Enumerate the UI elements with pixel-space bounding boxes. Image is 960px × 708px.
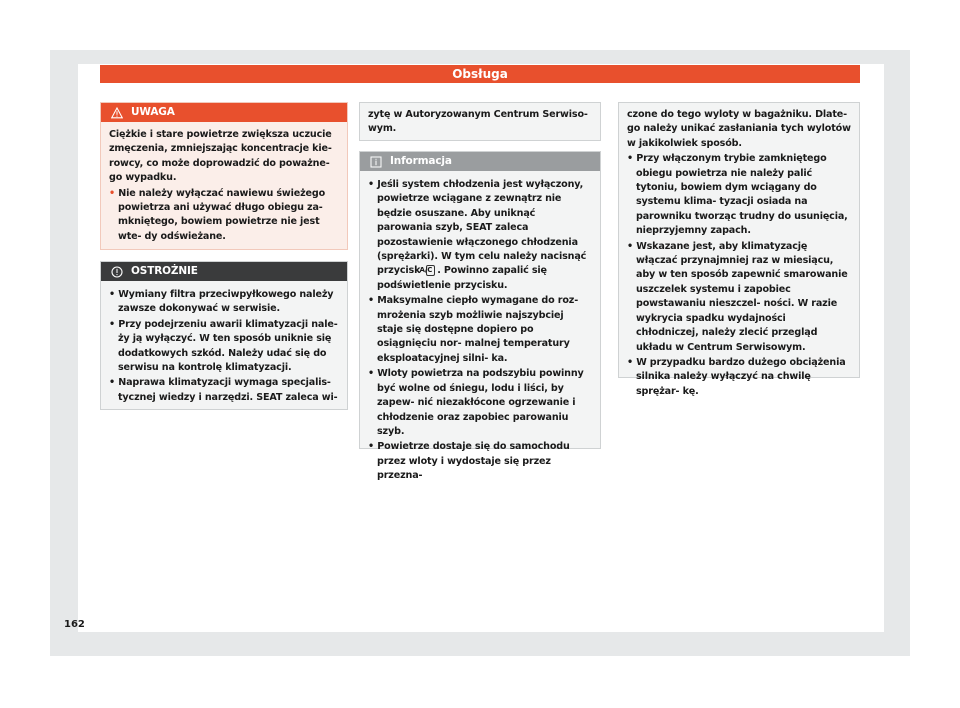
warning-header	[101, 103, 347, 122]
warning-paragraph: Ciężkie i stare powietrze zwiększa uczucie zmęczenia, zmniejszając koncentracje kie- rowcy, co może doprowadzić do poważne- go wypadku.	[109, 129, 332, 184]
list-item: • Maksymalne ciepło wymagane do roz- mrożenia szyb możliwie najszybciej staje się dostępne dopiero po osiągnięciu nor- malnej temperatury eksploatacyjnej silni- ka.	[368, 295, 579, 364]
page-number: 162	[64, 619, 85, 630]
list-item: • Wskazane jest, aby klimatyzację włączać przynajmniej raz w miesiącu, aby w ten sposób zapewnić smarowanie uszczelek systemu i zapobiec powstawaniu nieszczel- ności. W razie wykrycia spadku wydajności chłodniczej, należy zlecić przegląd układu w Centrum Serwisowym.	[627, 240, 848, 353]
caution-circle-icon	[111, 266, 123, 278]
info-box	[359, 151, 601, 482]
caution-header	[101, 262, 347, 281]
warning-box	[100, 102, 348, 250]
caution-continuation: zytę w Autoryzowanym Centrum Serwiso- wym.	[368, 109, 588, 135]
info-continuation: czone do tego wyloty w bagażniku. Dlate- go należy unikać zasłaniania tych wylotów w jakikolwiek sposób.	[627, 109, 851, 149]
info-title: Informacja	[390, 155, 452, 167]
list-item: • Przy podejrzeniu awarii klimatyzacji nale- ży ją wyłączyć. W ten sposób uniknie się dodatkowych szkód. Należy udać się do serwisu na kontrolę klimatyzacji.	[109, 318, 338, 374]
list-item: • Naprawa klimatyzacji wymaga specjalis- tycznej wiedzy i narzędzi. SEAT zaleca wi-	[109, 377, 338, 403]
caution-title: OSTROŻNIE	[131, 265, 198, 277]
info-icon	[370, 156, 382, 168]
list-item: • Wloty powietrza na podszybiu powinny być wolne od śniegu, lodu i liści, by zapew- nić niezakłócone ogrzewanie i chłodzenie oraz zapobiec parowaniu szyb.	[368, 368, 584, 437]
caution-continuation-box	[359, 102, 601, 141]
list-item: • Powietrze dostaje się do samochodu przez wloty i wydostaje się przez przezna-	[368, 441, 570, 482]
list-item: • Wymiany filtra przeciwpyłkowego należy zawsze dokonywać w serwisie.	[109, 289, 334, 315]
info-continuation-box	[618, 102, 860, 397]
list-item: • Jeśli system chłodzenia jest wyłączony, powietrze wciągane z zewnątrz nie będzie osuszane. Aby uniknąć parowania szyb, SEAT zaleca pozostawienie włączonego chłodzenia (sprężarki). W tym celu należy nacisnąć przycisk A/C . Powinno zapalić się podświetlenie przycisku.	[368, 179, 587, 291]
info-header	[360, 152, 600, 171]
caution-box	[100, 261, 348, 410]
list-item: • Przy włączonym trybie zamkniętego obiegu powietrza nie należy palić tytoniu, bowiem dym wciągany do systemu klima- tyzacji osiada na parowniku tworząc trudny do usunięcia, nieprzyjemny zapach.	[627, 153, 848, 237]
warning-bullet: Nie należy wyłączać nawiewu świeżego powietrza ani używać długo obiegu za- mkniętego, bowiem powietrze nie jest wte- dy odświeżane.	[118, 187, 326, 242]
list-item: • W przypadku bardzo dużego obciążenia silnika należy wyłączyć na chwilę sprężar- kę.	[627, 356, 846, 397]
warning-title: UWAGA	[131, 106, 175, 118]
section-header: Obsługa	[100, 65, 860, 83]
warning-triangle-icon	[111, 107, 123, 119]
list-item: • Nie należy wyłączać nawiewu świeżego powietrza ani używać długo obiegu za- mkniętego, bowiem powietrze nie jest wte- dy odświeżane.	[109, 187, 326, 242]
ac-button-symbol: A/C	[426, 265, 436, 276]
